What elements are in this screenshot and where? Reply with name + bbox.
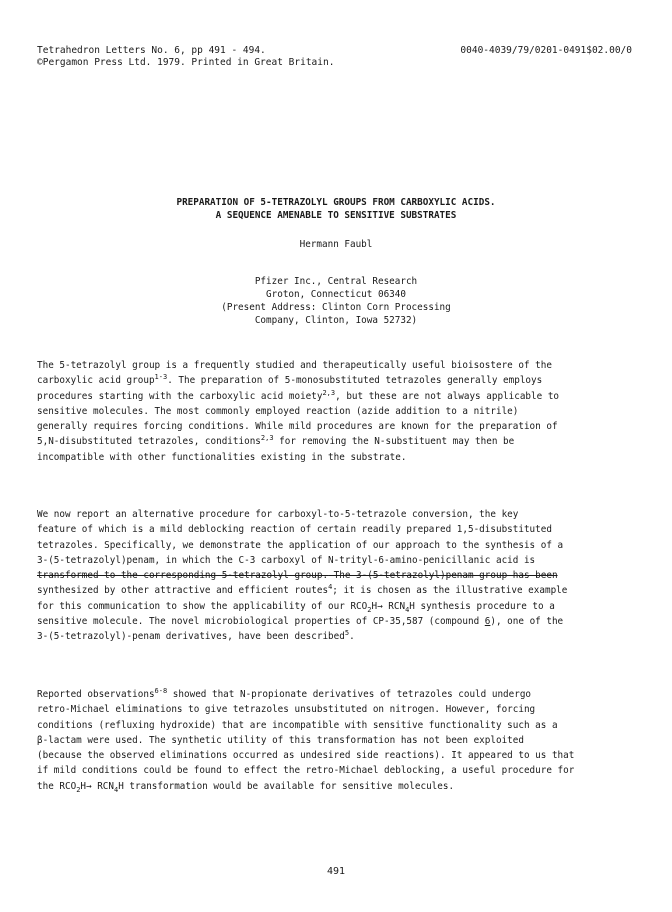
text-line: (because the observed eliminations occurred as undesired side reactions). It appeared to us that <box>37 750 575 762</box>
text-line: the $RCO_2H\to RCN_4H$ transformation would be available for sensitive molecules. <box>37 780 455 794</box>
text-line: carboxylic acid group$^{1-3}$. The preparation of 5-monosubstituted tetrazoles generally employs <box>37 373 543 387</box>
citation-ref: 1-3 <box>154 373 168 382</box>
affiliation <box>0 275 672 327</box>
text-line: procedures starting with the carboxylic acid moiety$^{2,3}$, but these are not always applicable to <box>37 388 560 402</box>
text-line: 3-(5-tetrazolyl)penam, in which the C-3 carboxyl of N-trityl-6-amino-penicillanic acid is <box>37 554 536 566</box>
text-line: incompatible with other functionalities existing in the substrate. <box>37 451 407 463</box>
text-line: β-lactam were used. The synthetic utility of this transformation has not been exploited <box>37 734 524 746</box>
title-line-1: PREPARATION OF 5-TETRAZOLYL GROUPS FROM CARBOXYLIC ACIDS. <box>176 197 496 208</box>
author-name: Hermann Faubl <box>299 239 373 250</box>
citation-ref: 6-8 <box>154 686 168 695</box>
text-line: conditions (refluxing hydroxide) that are incompatible with sensitive functionality such as a <box>37 719 558 731</box>
text-line: retro-Michael eliminations to give tetrazoles unsubstituted on nitrogen. However, forcing <box>37 704 536 716</box>
text-line <box>37 568 637 583</box>
citation-ref: 4 <box>328 583 333 592</box>
text-line: 5,N-disubstituted tetrazoles, conditions$^{2,3}$ for removing the N-substituent may then be <box>37 434 515 448</box>
text-line: feature of which is a mild deblocking reaction of certain readily prepared 1,5-disubstituted <box>37 524 552 536</box>
struck-text: The 3-(5-tetrazolyl)penam group has been <box>328 570 558 582</box>
text-line: sensitive molecule. The novel microbiological properties of CP-35,587 (compound 6), one of the <box>37 616 564 628</box>
text-line: generally requires forcing conditions. While mild procedures are known for the preparation of <box>37 421 558 433</box>
title-line-2: A SEQUENCE AMENABLE TO SENSITIVE SUBSTRATES <box>215 210 457 221</box>
text-line: 3-(5-tetrazolyl)-penam derivatives, have been described$^5$. <box>37 629 355 643</box>
journal-citation <box>37 45 334 69</box>
text-line: tetrazoles. Specifically, we demonstrate the application of our approach to the synthesis of a <box>37 539 564 551</box>
text-line: The 5-tetrazolyl group is a frequently studied and therapeutically useful bioisostere of the <box>37 360 552 371</box>
doi-code: 0040-4039/79/0201-0491$02.00/0 <box>460 45 632 56</box>
citation-ref: 2,3 <box>260 434 274 443</box>
struck-text: transformed to the corresponding 5-tetrazolyl group. <box>37 570 329 582</box>
affiliation-line-1: Pfizer Inc., Central Research <box>254 276 418 287</box>
paragraph-2 <box>37 507 637 645</box>
affiliation-line-2: Groton, Connecticut 06340 <box>266 289 406 300</box>
citation-ref: 2,3 <box>322 388 336 397</box>
text-line: for this communication to show the applicability of our $RCO_2H\to RCN_4H$ synthesis procedure to a <box>37 600 555 614</box>
copyright-line: ©Pergamon Press Ltd. 1979. Printed in Great Britain. <box>37 57 335 68</box>
paper-title <box>0 196 672 222</box>
affiliation-line-4: Company, Clinton, Iowa 52732) <box>254 315 418 326</box>
text-line: synthesized by other attractive and efficient routes$^4$; it is chosen as the illustrative example <box>37 583 568 597</box>
text-line: Reported observations$^{6-8}$ showed that N-propionate derivatives of tetrazoles could undergo <box>37 686 532 700</box>
text-line: sensitive molecules. The most commonly employed reaction (azide addition to a nitrile) <box>37 405 519 417</box>
compound-number: 6 <box>484 616 491 628</box>
journal-line: Tetrahedron Letters No. 6, pp 491 - 494. <box>37 45 266 56</box>
affiliation-line-3: (Present Address: Clinton Corn Processing <box>221 302 451 313</box>
text-line: We now report an alternative procedure for carboxyl-to-5-tetrazole conversion, the key <box>37 509 519 520</box>
text-line: if mild conditions could be found to effect the retro-Michael deblocking, a useful procedure for <box>37 765 575 777</box>
paragraph-1 <box>37 358 637 465</box>
citation-ref: 5 <box>344 629 350 638</box>
page-number: 491 <box>326 866 346 877</box>
paragraph-3 <box>37 687 637 794</box>
